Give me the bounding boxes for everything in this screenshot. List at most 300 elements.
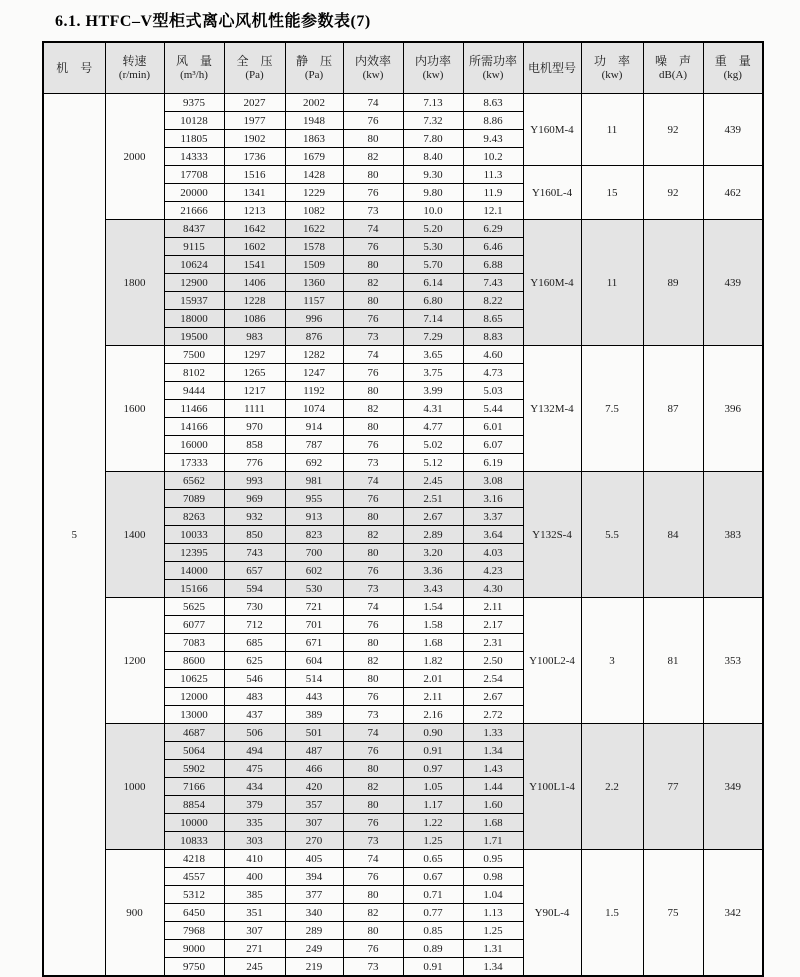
- cell-internal-power: 8.40: [403, 148, 463, 166]
- cell-efficiency: 80: [343, 130, 403, 148]
- cell-airflow: 14333: [164, 148, 224, 166]
- column-header-line1: 电机型号: [527, 60, 576, 75]
- cell-static-pressure: 1157: [285, 292, 343, 310]
- cell-internal-power: 3.99: [403, 382, 463, 400]
- cell-airflow: 6077: [164, 616, 224, 634]
- cell-efficiency: 74: [343, 598, 403, 616]
- cell-total-pressure: 1265: [224, 364, 285, 382]
- cell-total-pressure: 1736: [224, 148, 285, 166]
- column-header-line1: 重 量: [714, 54, 751, 68]
- cell-internal-power: 10.0: [403, 202, 463, 220]
- cell-internal-power: 9.30: [403, 166, 463, 184]
- cell-static-pressure: 307: [285, 814, 343, 832]
- cell-efficiency: 80: [343, 670, 403, 688]
- cell-total-pressure: 993: [224, 472, 285, 490]
- cell-required-power: 10.2: [463, 148, 523, 166]
- page-title: 6.1. HTFC–V型柜式离心风机性能参数表(7): [55, 13, 371, 30]
- cell-efficiency: 80: [343, 292, 403, 310]
- cell-motor-power: 11: [581, 94, 643, 166]
- cell-required-power: 8.83: [463, 328, 523, 346]
- cell-static-pressure: 466: [285, 760, 343, 778]
- cell-internal-power: 5.30: [403, 238, 463, 256]
- cell-internal-power: 3.20: [403, 544, 463, 562]
- column-header-line1: 所需功率: [468, 54, 517, 68]
- cell-motor-power: 5.5: [581, 472, 643, 598]
- cell-static-pressure: 876: [285, 328, 343, 346]
- document-page: [0, 8, 800, 973]
- cell-static-pressure: 405: [285, 850, 343, 868]
- cell-motor-model: Y132S-4: [523, 472, 581, 598]
- cell-efficiency: 73: [343, 454, 403, 472]
- cell-airflow: 14166: [164, 418, 224, 436]
- table-row: [43, 724, 763, 742]
- column-header-line1: 噪 声: [654, 54, 691, 68]
- cell-airflow: 8102: [164, 364, 224, 382]
- cell-static-pressure: 443: [285, 688, 343, 706]
- cell-internal-power: 0.85: [403, 922, 463, 940]
- cell-required-power: 6.29: [463, 220, 523, 238]
- column-header-line2: (kw): [422, 69, 444, 81]
- cell-efficiency: 76: [343, 940, 403, 958]
- cell-airflow: 13000: [164, 706, 224, 724]
- cell-efficiency: 76: [343, 616, 403, 634]
- cell-required-power: 4.23: [463, 562, 523, 580]
- cell-static-pressure: 692: [285, 454, 343, 472]
- cell-static-pressure: 420: [285, 778, 343, 796]
- cell-airflow: 11466: [164, 400, 224, 418]
- table-row: [43, 346, 763, 364]
- cell-internal-power: 7.13: [403, 94, 463, 112]
- column-header: [343, 42, 403, 94]
- cell-weight: 396: [703, 346, 763, 472]
- cell-internal-power: 1.54: [403, 598, 463, 616]
- cell-required-power: 1.44: [463, 778, 523, 796]
- cell-internal-power: 1.58: [403, 616, 463, 634]
- cell-airflow: 4218: [164, 850, 224, 868]
- cell-efficiency: 80: [343, 508, 403, 526]
- cell-total-pressure: 1111: [224, 400, 285, 418]
- column-header: [164, 42, 224, 94]
- cell-total-pressure: 776: [224, 454, 285, 472]
- cell-required-power: 4.30: [463, 580, 523, 598]
- cell-required-power: 3.37: [463, 508, 523, 526]
- cell-airflow: 17708: [164, 166, 224, 184]
- cell-required-power: 1.34: [463, 742, 523, 760]
- column-header-line2: (Pa): [304, 69, 324, 81]
- cell-airflow: 8854: [164, 796, 224, 814]
- cell-total-pressure: 1297: [224, 346, 285, 364]
- cell-efficiency: 73: [343, 958, 403, 977]
- column-header: [703, 42, 763, 94]
- cell-total-pressure: 969: [224, 490, 285, 508]
- cell-speed: 1800: [105, 220, 164, 346]
- cell-total-pressure: 1217: [224, 382, 285, 400]
- cell-airflow: 15166: [164, 580, 224, 598]
- column-header-line1: 内功率: [414, 54, 451, 68]
- cell-airflow: 10624: [164, 256, 224, 274]
- cell-required-power: 0.98: [463, 868, 523, 886]
- column-header-line1: 内效率: [354, 54, 391, 68]
- column-header-line2: (kw): [601, 69, 623, 81]
- cell-static-pressure: 913: [285, 508, 343, 526]
- cell-total-pressure: 1228: [224, 292, 285, 310]
- column-header: [581, 42, 643, 94]
- cell-airflow: 8600: [164, 652, 224, 670]
- cell-required-power: 1.13: [463, 904, 523, 922]
- cell-internal-power: 1.22: [403, 814, 463, 832]
- cell-noise: 89: [643, 220, 703, 346]
- column-header-line2: dB(A): [658, 69, 688, 81]
- cell-weight: 383: [703, 472, 763, 598]
- cell-efficiency: 80: [343, 634, 403, 652]
- cell-total-pressure: 483: [224, 688, 285, 706]
- cell-required-power: 3.08: [463, 472, 523, 490]
- cell-required-power: 1.68: [463, 814, 523, 832]
- cell-static-pressure: 955: [285, 490, 343, 508]
- cell-efficiency: 76: [343, 436, 403, 454]
- cell-efficiency: 74: [343, 724, 403, 742]
- cell-efficiency: 76: [343, 310, 403, 328]
- cell-required-power: 11.3: [463, 166, 523, 184]
- cell-efficiency: 76: [343, 238, 403, 256]
- cell-internal-power: 0.97: [403, 760, 463, 778]
- cell-efficiency: 82: [343, 778, 403, 796]
- cell-total-pressure: 743: [224, 544, 285, 562]
- cell-required-power: 2.67: [463, 688, 523, 706]
- cell-efficiency: 73: [343, 832, 403, 850]
- cell-efficiency: 74: [343, 850, 403, 868]
- cell-noise: 77: [643, 724, 703, 850]
- cell-efficiency: 82: [343, 904, 403, 922]
- cell-efficiency: 80: [343, 760, 403, 778]
- cell-internal-power: 2.51: [403, 490, 463, 508]
- cell-efficiency: 82: [343, 148, 403, 166]
- cell-efficiency: 80: [343, 922, 403, 940]
- cell-airflow: 9444: [164, 382, 224, 400]
- cell-internal-power: 1.05: [403, 778, 463, 796]
- cell-internal-power: 0.90: [403, 724, 463, 742]
- cell-airflow: 20000: [164, 184, 224, 202]
- cell-total-pressure: 1516: [224, 166, 285, 184]
- cell-total-pressure: 1541: [224, 256, 285, 274]
- cell-internal-power: 2.01: [403, 670, 463, 688]
- cell-internal-power: 7.80: [403, 130, 463, 148]
- cell-static-pressure: 787: [285, 436, 343, 454]
- cell-airflow: 5902: [164, 760, 224, 778]
- cell-static-pressure: 721: [285, 598, 343, 616]
- cell-efficiency: 80: [343, 256, 403, 274]
- cell-weight: 342: [703, 850, 763, 977]
- cell-static-pressure: 604: [285, 652, 343, 670]
- cell-required-power: 6.88: [463, 256, 523, 274]
- cell-internal-power: 7.29: [403, 328, 463, 346]
- cell-required-power: 2.17: [463, 616, 523, 634]
- cell-total-pressure: 858: [224, 436, 285, 454]
- fan-performance-table: [42, 41, 764, 977]
- cell-noise: 87: [643, 346, 703, 472]
- cell-efficiency: 74: [343, 472, 403, 490]
- cell-motor-model: Y100L1-4: [523, 724, 581, 850]
- column-header: [105, 42, 164, 94]
- table-body: [43, 94, 763, 977]
- cell-total-pressure: 335: [224, 814, 285, 832]
- cell-static-pressure: 357: [285, 796, 343, 814]
- column-header-line2: (m³/h): [180, 69, 208, 81]
- cell-efficiency: 76: [343, 364, 403, 382]
- cell-airflow: 12395: [164, 544, 224, 562]
- cell-total-pressure: 1213: [224, 202, 285, 220]
- cell-static-pressure: 249: [285, 940, 343, 958]
- column-header-line1: 风 量: [175, 54, 212, 68]
- cell-required-power: 8.22: [463, 292, 523, 310]
- cell-total-pressure: 385: [224, 886, 285, 904]
- column-header: [523, 42, 581, 94]
- cell-efficiency: 74: [343, 346, 403, 364]
- cell-efficiency: 74: [343, 94, 403, 112]
- cell-speed: 1000: [105, 724, 164, 850]
- cell-airflow: 9375: [164, 94, 224, 112]
- cell-airflow: 8437: [164, 220, 224, 238]
- cell-internal-power: 4.77: [403, 418, 463, 436]
- cell-static-pressure: 1192: [285, 382, 343, 400]
- cell-airflow: 9000: [164, 940, 224, 958]
- column-header: [285, 42, 343, 94]
- cell-static-pressure: 1509: [285, 256, 343, 274]
- cell-speed: 2000: [105, 94, 164, 220]
- cell-total-pressure: 1406: [224, 274, 285, 292]
- cell-airflow: 9115: [164, 238, 224, 256]
- cell-weight: 353: [703, 598, 763, 724]
- cell-internal-power: 7.32: [403, 112, 463, 130]
- cell-motor-model: Y100L2-4: [523, 598, 581, 724]
- cell-required-power: 4.73: [463, 364, 523, 382]
- cell-motor-model: Y160L-4: [523, 166, 581, 220]
- cell-static-pressure: 823: [285, 526, 343, 544]
- cell-efficiency: 76: [343, 688, 403, 706]
- cell-airflow: 5312: [164, 886, 224, 904]
- column-header: [43, 42, 105, 94]
- cell-airflow: 10833: [164, 832, 224, 850]
- cell-static-pressure: 1360: [285, 274, 343, 292]
- table-row: [43, 472, 763, 490]
- cell-noise: 92: [643, 94, 703, 166]
- cell-required-power: 4.60: [463, 346, 523, 364]
- cell-internal-power: 3.75: [403, 364, 463, 382]
- column-header-line1: 静 压: [295, 54, 332, 68]
- cell-static-pressure: 501: [285, 724, 343, 742]
- cell-machine-no: 5: [43, 94, 105, 977]
- cell-static-pressure: 1622: [285, 220, 343, 238]
- table-row: [43, 94, 763, 112]
- cell-internal-power: 6.80: [403, 292, 463, 310]
- cell-airflow: 21666: [164, 202, 224, 220]
- cell-airflow: 7968: [164, 922, 224, 940]
- cell-required-power: 1.31: [463, 940, 523, 958]
- cell-required-power: 1.34: [463, 958, 523, 977]
- cell-internal-power: 5.12: [403, 454, 463, 472]
- cell-motor-power: 3: [581, 598, 643, 724]
- cell-internal-power: 3.43: [403, 580, 463, 598]
- column-header-line1: 全 压: [236, 54, 273, 68]
- cell-static-pressure: 1229: [285, 184, 343, 202]
- cell-static-pressure: 701: [285, 616, 343, 634]
- cell-required-power: 2.72: [463, 706, 523, 724]
- column-header: [643, 42, 703, 94]
- cell-internal-power: 0.65: [403, 850, 463, 868]
- cell-internal-power: 9.80: [403, 184, 463, 202]
- cell-airflow: 11805: [164, 130, 224, 148]
- cell-required-power: 1.43: [463, 760, 523, 778]
- cell-required-power: 9.43: [463, 130, 523, 148]
- cell-internal-power: 4.31: [403, 400, 463, 418]
- cell-internal-power: 7.14: [403, 310, 463, 328]
- cell-required-power: 8.63: [463, 94, 523, 112]
- cell-airflow: 5625: [164, 598, 224, 616]
- cell-static-pressure: 1428: [285, 166, 343, 184]
- cell-required-power: 6.19: [463, 454, 523, 472]
- cell-airflow: 7166: [164, 778, 224, 796]
- cell-required-power: 5.03: [463, 382, 523, 400]
- cell-airflow: 12900: [164, 274, 224, 292]
- cell-internal-power: 5.20: [403, 220, 463, 238]
- cell-internal-power: 0.91: [403, 742, 463, 760]
- cell-internal-power: 1.17: [403, 796, 463, 814]
- cell-airflow: 10000: [164, 814, 224, 832]
- cell-total-pressure: 1642: [224, 220, 285, 238]
- column-header-line2: (kw): [362, 69, 384, 81]
- cell-required-power: 6.01: [463, 418, 523, 436]
- cell-total-pressure: 657: [224, 562, 285, 580]
- cell-internal-power: 2.45: [403, 472, 463, 490]
- cell-airflow: 18000: [164, 310, 224, 328]
- cell-internal-power: 2.89: [403, 526, 463, 544]
- cell-total-pressure: 506: [224, 724, 285, 742]
- cell-required-power: 7.43: [463, 274, 523, 292]
- column-header-line1: 转速: [122, 54, 147, 68]
- column-header-line1: 功 率: [593, 54, 630, 68]
- cell-efficiency: 82: [343, 400, 403, 418]
- cell-motor-power: 1.5: [581, 850, 643, 977]
- cell-static-pressure: 219: [285, 958, 343, 977]
- cell-required-power: 2.31: [463, 634, 523, 652]
- cell-weight: 439: [703, 94, 763, 166]
- cell-noise: 84: [643, 472, 703, 598]
- column-header: [224, 42, 285, 94]
- cell-efficiency: 80: [343, 166, 403, 184]
- cell-total-pressure: 475: [224, 760, 285, 778]
- cell-total-pressure: 245: [224, 958, 285, 977]
- cell-total-pressure: 303: [224, 832, 285, 850]
- cell-static-pressure: 1247: [285, 364, 343, 382]
- cell-total-pressure: 1086: [224, 310, 285, 328]
- cell-noise: 75: [643, 850, 703, 977]
- cell-total-pressure: 434: [224, 778, 285, 796]
- cell-static-pressure: 487: [285, 742, 343, 760]
- cell-static-pressure: 914: [285, 418, 343, 436]
- column-header-line2: (kw): [482, 69, 504, 81]
- column-header-line2: (Pa): [245, 69, 264, 81]
- cell-airflow: 12000: [164, 688, 224, 706]
- cell-airflow: 6562: [164, 472, 224, 490]
- cell-efficiency: 73: [343, 580, 403, 598]
- cell-static-pressure: 530: [285, 580, 343, 598]
- cell-weight: 349: [703, 724, 763, 850]
- cell-efficiency: 82: [343, 526, 403, 544]
- cell-speed: 900: [105, 850, 164, 977]
- table-header: [43, 42, 763, 94]
- cell-efficiency: 73: [343, 706, 403, 724]
- cell-static-pressure: 514: [285, 670, 343, 688]
- cell-speed: 1400: [105, 472, 164, 598]
- column-header: [463, 42, 523, 94]
- cell-airflow: 10033: [164, 526, 224, 544]
- cell-static-pressure: 1578: [285, 238, 343, 256]
- header-row: [43, 42, 763, 94]
- cell-static-pressure: 2002: [285, 94, 343, 112]
- cell-static-pressure: 981: [285, 472, 343, 490]
- cell-total-pressure: 983: [224, 328, 285, 346]
- cell-total-pressure: 307: [224, 922, 285, 940]
- cell-motor-power: 11: [581, 220, 643, 346]
- cell-static-pressure: 1863: [285, 130, 343, 148]
- cell-total-pressure: 410: [224, 850, 285, 868]
- cell-required-power: 3.64: [463, 526, 523, 544]
- cell-airflow: 15937: [164, 292, 224, 310]
- cell-internal-power: 3.36: [403, 562, 463, 580]
- cell-total-pressure: 379: [224, 796, 285, 814]
- cell-total-pressure: 712: [224, 616, 285, 634]
- cell-airflow: 6450: [164, 904, 224, 922]
- cell-motor-model: Y90L-4: [523, 850, 581, 977]
- cell-total-pressure: 1341: [224, 184, 285, 202]
- cell-internal-power: 5.70: [403, 256, 463, 274]
- cell-efficiency: 76: [343, 184, 403, 202]
- cell-airflow: 10128: [164, 112, 224, 130]
- cell-efficiency: 80: [343, 796, 403, 814]
- cell-required-power: 5.44: [463, 400, 523, 418]
- cell-efficiency: 82: [343, 652, 403, 670]
- cell-internal-power: 1.25: [403, 832, 463, 850]
- cell-required-power: 4.03: [463, 544, 523, 562]
- cell-total-pressure: 850: [224, 526, 285, 544]
- cell-static-pressure: 270: [285, 832, 343, 850]
- column-header-line2: (kg): [723, 69, 742, 81]
- cell-static-pressure: 394: [285, 868, 343, 886]
- cell-weight: 439: [703, 220, 763, 346]
- cell-motor-power: 2.2: [581, 724, 643, 850]
- cell-total-pressure: 685: [224, 634, 285, 652]
- cell-internal-power: 1.82: [403, 652, 463, 670]
- cell-airflow: 8263: [164, 508, 224, 526]
- cell-efficiency: 80: [343, 418, 403, 436]
- cell-internal-power: 1.68: [403, 634, 463, 652]
- cell-airflow: 7500: [164, 346, 224, 364]
- cell-total-pressure: 1977: [224, 112, 285, 130]
- cell-required-power: 8.86: [463, 112, 523, 130]
- cell-efficiency: 80: [343, 544, 403, 562]
- cell-required-power: 1.33: [463, 724, 523, 742]
- cell-airflow: 9750: [164, 958, 224, 977]
- cell-efficiency: 80: [343, 886, 403, 904]
- cell-airflow: 17333: [164, 454, 224, 472]
- cell-static-pressure: 1679: [285, 148, 343, 166]
- cell-required-power: 2.54: [463, 670, 523, 688]
- cell-static-pressure: 389: [285, 706, 343, 724]
- cell-airflow: 10625: [164, 670, 224, 688]
- cell-internal-power: 0.91: [403, 958, 463, 977]
- cell-internal-power: 0.71: [403, 886, 463, 904]
- cell-static-pressure: 1074: [285, 400, 343, 418]
